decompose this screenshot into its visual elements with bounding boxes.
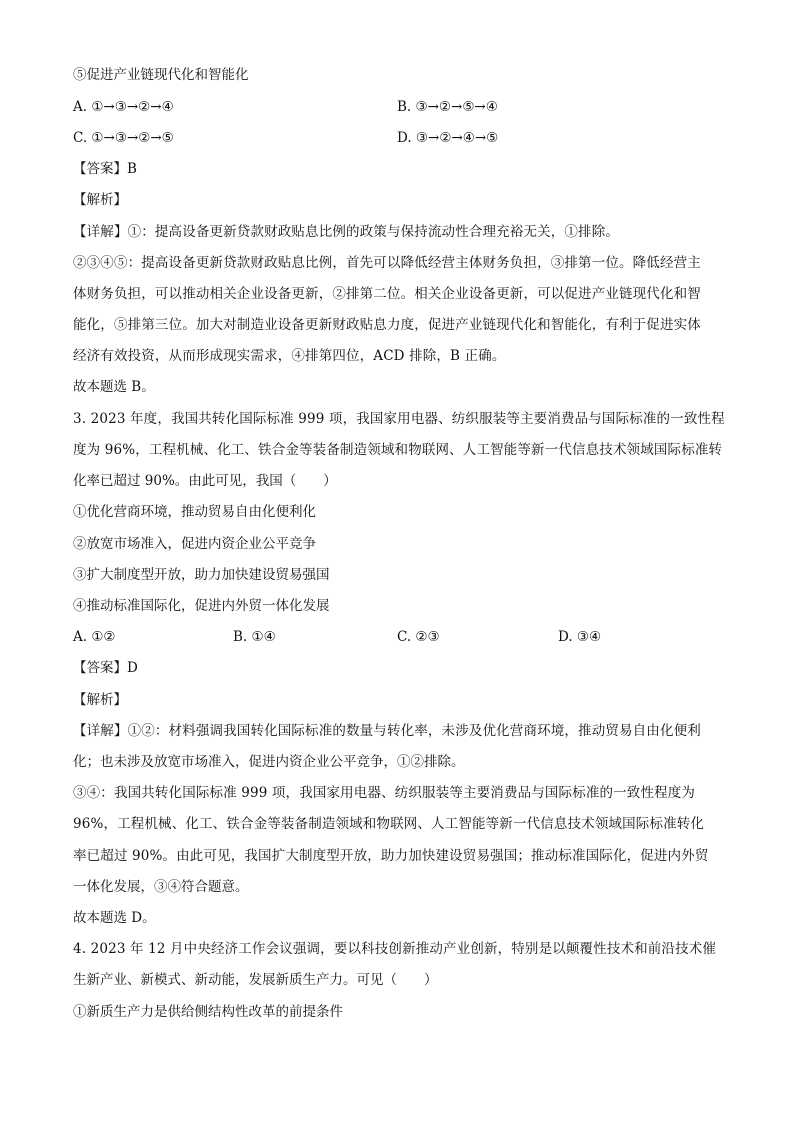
q3-option-b: B. ①④ [233, 629, 276, 645]
q2-analysis-label: 【解析】 [73, 192, 127, 208]
q2-detail-line: 【详解】①：提高设备更新贷款财政贴息比例的政策与保持流动性合理充裕无关，①排除。 [73, 224, 619, 240]
q3-answer: 【答案】D [73, 660, 138, 676]
q2-answer: 【答案】B [73, 161, 137, 177]
q2-option-b: B. ③→②→⑤→④ [397, 99, 498, 115]
q3-detail-line: 率已超过 90%。由此可见，我国扩大制度型开放，助力加快建设贸易强国；推动标准国际化，促进内外贸 [73, 848, 709, 864]
q3-detail-line: 96%，工程机械、化工、铁合金等装备制造领域和物联网、人工智能等新一代信息技术领域国际标准转化 [73, 816, 705, 832]
q2-detail-line: 经济有效投资，从而形成现实需求，④排第四位，ACD 排除，B 正确。 [73, 348, 506, 364]
q2-option-d: D. ③→②→④→⑤ [397, 130, 499, 146]
q3-option-a: A. ①② [73, 629, 116, 645]
q2-detail-line: ②③④⑤：提高设备更新贷款财政贴息比例，首先可以降低经营主体财务负担，③排第一位。降低经营主 [73, 255, 701, 271]
q3-item-2: ②放宽市场准入，促进内资企业公平竞争 [73, 536, 316, 552]
q3-option-d: D. ③④ [558, 629, 602, 645]
q3-detail-line: 化；也未涉及放宽市场准入，促进内资企业公平竞争，①②排除。 [73, 754, 465, 770]
q2-conclusion: 故本题选 B。 [73, 379, 155, 395]
q4-stem-line: 生新产业、新模式、新动能，发展新质生产力。可见（ ） [73, 972, 438, 988]
q3-analysis-label: 【解析】 [73, 692, 127, 708]
q3-stem-line: 3. 2023 年度，我国共转化国际标准 999 项，我国家用电器、纺织服装等主要消费品与国际标准的一致性程 [73, 411, 725, 427]
q3-detail-line: 【详解】①②：材料强调我国转化国际标准的数量与转化率，未涉及优化营商环境，推动贸易自由化便利 [73, 723, 701, 739]
q2-detail-line: 能化，⑤排第三位。加大对制造业设备更新财政贴息力度，促进产业链现代化和智能化，有利于促进实体 [73, 317, 701, 333]
q3-option-c: C. ②③ [397, 629, 440, 645]
q3-detail-line: 一体化发展，③④符合题意。 [73, 879, 249, 895]
q4-stem-line: 4. 2023 年 12 月中央经济工作会议强调，要以科技创新推动产业创新，特别是以颠覆性技术和前沿技术催 [73, 941, 717, 957]
q2-option-a: A. ①→③→②→④ [73, 99, 174, 115]
q2-option-c: C. ①→③→②→⑤ [73, 130, 174, 146]
q3-item-3: ③扩大制度型开放，助力加快建设贸易强国 [73, 567, 330, 583]
q2-item-5: ⑤促进产业链现代化和智能化 [73, 67, 249, 83]
q3-item-1: ①优化营商环境，推动贸易自由化便利化 [73, 504, 316, 520]
q4-item-1: ①新质生产力是供给侧结构性改革的前提条件 [73, 1004, 343, 1020]
q3-detail-line: ③④：我国共转化国际标准 999 项，我国家用电器、纺织服装等主要消费品与国际标准的一致性程度为 [73, 785, 696, 801]
q3-item-4: ④推动标准国际化，促进内外贸一体化发展 [73, 598, 330, 614]
q3-stem-line: 化率已超过 90%。由此可见，我国（ ） [73, 473, 337, 489]
q2-detail-line: 体财务负担，可以推动相关企业设备更新，②排第二位。相关企业设备更新，可以促进产业链现代化和智 [73, 286, 701, 302]
q3-stem-line: 度为 96%，工程机械、化工、铁合金等装备制造领域和物联网、人工智能等新一代信息技术领域国际标准转 [73, 442, 723, 458]
q3-conclusion: 故本题选 D。 [73, 910, 156, 926]
